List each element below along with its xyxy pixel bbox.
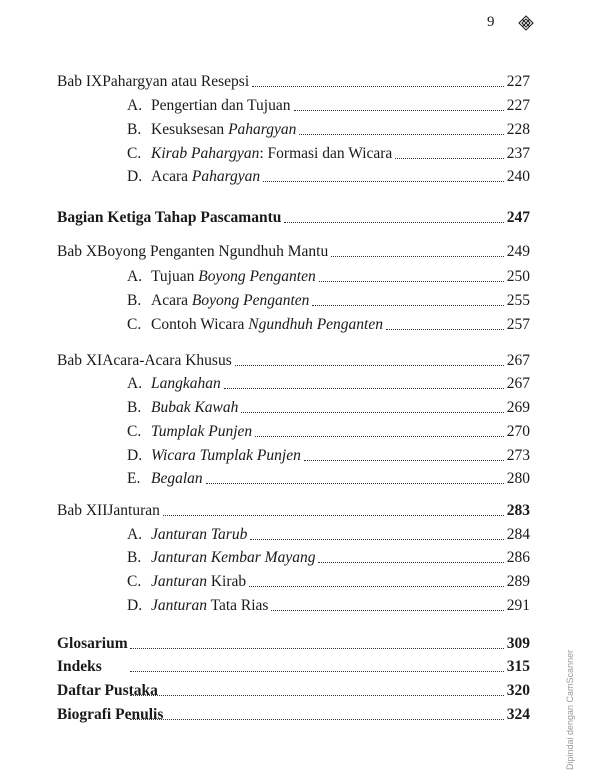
dot-leader — [130, 656, 504, 672]
dot-leader — [331, 241, 504, 257]
toc-entry[interactable] — [57, 633, 530, 655]
toc-entry[interactable] — [127, 571, 530, 593]
item-text-italic: Janturan Kembar Mayang — [151, 549, 316, 566]
dot-leader — [130, 704, 504, 720]
item-text-italic: Pahargyan — [228, 121, 297, 138]
toc-entry-label — [127, 547, 315, 569]
item-letter: A. — [127, 375, 143, 392]
page-ref: 315 — [506, 658, 530, 675]
page-ref: 273 — [506, 447, 530, 464]
dot-leader — [163, 500, 504, 516]
back-title: Glosarium — [57, 635, 128, 652]
toc-entry[interactable] — [57, 241, 530, 263]
toc-entry-label — [57, 207, 281, 229]
item-text-tail: Kirab — [206, 573, 247, 590]
dot-leader — [241, 397, 503, 413]
dot-leader — [206, 468, 504, 484]
toc-entry-label — [57, 656, 127, 678]
dot-leader — [294, 95, 504, 111]
toc-entry[interactable] — [127, 290, 530, 312]
toc-entry[interactable] — [57, 71, 530, 93]
page-ref: 240 — [506, 168, 530, 185]
item-letter: C. — [127, 423, 142, 440]
item-letter: B. — [127, 549, 142, 566]
page-ref: 270 — [506, 423, 530, 440]
dot-leader — [318, 547, 503, 563]
item-text-italic: Boyong Penganten — [191, 292, 310, 309]
item-text: Pengertian dan Tujuan — [151, 97, 291, 114]
dot-leader — [312, 290, 503, 306]
toc-entry-label — [127, 119, 296, 141]
page-ref: 267 — [506, 352, 530, 369]
toc-entry[interactable] — [127, 119, 530, 141]
toc-entry[interactable] — [127, 95, 530, 117]
toc-entry[interactable] — [127, 547, 530, 569]
toc-entry-label — [57, 500, 160, 522]
toc-entry-label — [127, 314, 383, 336]
page-ref: 320 — [506, 682, 530, 699]
page-ref: 228 — [506, 121, 530, 138]
toc-entry[interactable] — [127, 524, 530, 546]
dot-leader — [130, 633, 504, 649]
item-text-italic: Langkahan — [151, 375, 221, 392]
toc-entry[interactable] — [127, 166, 530, 188]
chapter-title: Acara-Acara Khusus — [102, 352, 232, 369]
toc-entry[interactable] — [127, 314, 530, 336]
toc-entry-label — [127, 143, 392, 165]
toc-entry-label — [57, 680, 158, 702]
item-text-tail: Tata Rias — [206, 597, 269, 614]
toc-entry[interactable] — [127, 595, 530, 617]
page-ref: 309 — [506, 635, 530, 652]
page-ref: 237 — [506, 145, 530, 162]
item-text-italic: Janturan — [151, 597, 207, 614]
item-text-italic: Boyong Penganten — [198, 268, 316, 285]
chapter-number: Bab IX — [57, 73, 103, 90]
item-text-italic: Begalan — [151, 470, 203, 487]
page-ref: 289 — [506, 573, 530, 590]
toc-entry[interactable] — [127, 373, 530, 395]
dot-leader — [271, 595, 503, 611]
toc-entry-label — [127, 524, 247, 546]
toc-entry[interactable] — [57, 704, 530, 726]
item-letter: D. — [127, 447, 143, 464]
dot-leader — [319, 266, 504, 282]
dot-leader — [252, 71, 504, 87]
dot-leader — [235, 350, 504, 366]
part-title: Bagian Ketiga Tahap Pascamantu — [57, 209, 282, 226]
item-text: Tujuan — [151, 268, 199, 285]
toc-entry-label — [127, 397, 238, 419]
page-ref: 291 — [506, 597, 530, 614]
dot-leader — [130, 680, 504, 696]
page-ref: 284 — [506, 526, 530, 543]
toc-entry-label — [127, 571, 246, 593]
item-text: Acara — [151, 168, 192, 185]
toc-entry-label — [127, 373, 221, 395]
page-ref: 269 — [506, 399, 530, 416]
knot-ornament-icon — [518, 15, 534, 31]
toc-entry[interactable] — [57, 207, 530, 229]
dot-leader — [263, 166, 504, 182]
toc-entry[interactable] — [127, 143, 530, 165]
dot-leader — [386, 314, 504, 330]
item-text-italic: Kirab Pahargyan — [151, 145, 260, 162]
item-letter: D. — [127, 597, 143, 614]
page-ref: 227 — [506, 73, 530, 90]
toc-entry-label — [57, 704, 164, 726]
page-ref: 283 — [506, 502, 530, 519]
dot-leader — [255, 421, 504, 437]
item-letter: B. — [127, 292, 142, 309]
back-title: Indeks — [57, 658, 102, 675]
back-title: Biografi Penulis — [57, 706, 164, 723]
chapter-title: Janturan — [107, 502, 160, 519]
item-letter: C. — [127, 573, 142, 590]
toc-entry-label — [57, 633, 127, 655]
toc-entry[interactable] — [57, 500, 530, 522]
scanner-watermark: Dipindai dengan CamScanner — [565, 649, 575, 770]
page-ref: 280 — [506, 470, 530, 487]
toc-entry-label — [127, 95, 291, 117]
item-letter: A. — [127, 268, 143, 285]
toc-entry-label — [57, 350, 232, 372]
item-text: Acara — [151, 292, 192, 309]
page-ref: 227 — [506, 97, 530, 114]
toc-entry-label — [127, 266, 316, 288]
item-letter: A. — [127, 97, 143, 114]
toc-entry-label — [57, 71, 249, 93]
item-letter: B. — [127, 121, 142, 138]
toc-entry[interactable] — [127, 421, 530, 443]
dot-leader — [395, 143, 503, 159]
toc-entry[interactable] — [127, 468, 530, 490]
toc-entry[interactable] — [127, 397, 530, 419]
toc-entry-label — [127, 595, 268, 617]
item-letter: B. — [127, 399, 142, 416]
chapter-title-suffix: atau Resepsi — [167, 73, 250, 90]
chapter-number: Bab XII — [57, 502, 108, 519]
dot-leader — [249, 571, 504, 587]
item-letter: D. — [127, 168, 143, 185]
dot-leader — [284, 207, 503, 223]
chapter-number: Bab XI — [57, 352, 103, 369]
item-text-italic: Ngundhuh Penganten — [248, 316, 383, 333]
item-letter: E. — [127, 470, 141, 487]
toc-entry-label — [127, 421, 252, 443]
toc-entry[interactable] — [57, 680, 530, 702]
toc-entry-label — [127, 445, 301, 467]
page-ref: 257 — [506, 316, 530, 333]
back-title: Daftar Pustaka — [57, 682, 158, 699]
chapter-title: Boyong Penganten Ngundhuh Mantu — [97, 243, 329, 260]
toc-entry[interactable] — [127, 266, 530, 288]
toc-entry[interactable] — [127, 445, 530, 467]
chapter-title: Pahargyan — [102, 73, 168, 90]
item-letter: C. — [127, 316, 142, 333]
item-letter: A. — [127, 526, 143, 543]
toc-entry-label — [127, 290, 309, 312]
item-text-tail: : Formasi dan Wicara — [259, 145, 393, 162]
toc-entry[interactable] — [57, 656, 530, 678]
page-ref: 250 — [506, 268, 530, 285]
dot-leader — [304, 445, 504, 461]
dot-leader — [299, 119, 503, 135]
toc-entry-label — [57, 241, 328, 263]
toc-entry-label — [127, 468, 203, 490]
toc-entry-label — [127, 166, 260, 188]
item-text: Contoh Wicara — [151, 316, 249, 333]
item-text-italic: Tumplak Punjen — [151, 423, 253, 440]
item-text-italic: Bubak Kawah — [151, 399, 239, 416]
page-ref: 267 — [506, 375, 530, 392]
page-ref: 286 — [506, 549, 530, 566]
page-number: 9 — [487, 14, 495, 30]
toc-entry[interactable] — [57, 350, 530, 372]
item-letter: C. — [127, 145, 142, 162]
item-text-italic: Wicara Tumplak Punjen — [151, 447, 301, 464]
item-text-italic: Pahargyan — [191, 168, 261, 185]
page-ref: 247 — [506, 209, 530, 226]
item-text-italic: Janturan Tarub — [151, 526, 248, 543]
dot-leader — [250, 524, 503, 540]
chapter-number: Bab X — [57, 243, 98, 260]
item-text-italic: Janturan — [151, 573, 207, 590]
page-ref: 255 — [506, 292, 530, 309]
page-ref: 324 — [506, 706, 530, 723]
item-text: Kesuksesan — [151, 121, 229, 138]
page-ref: 249 — [506, 243, 530, 260]
dot-leader — [224, 373, 504, 389]
